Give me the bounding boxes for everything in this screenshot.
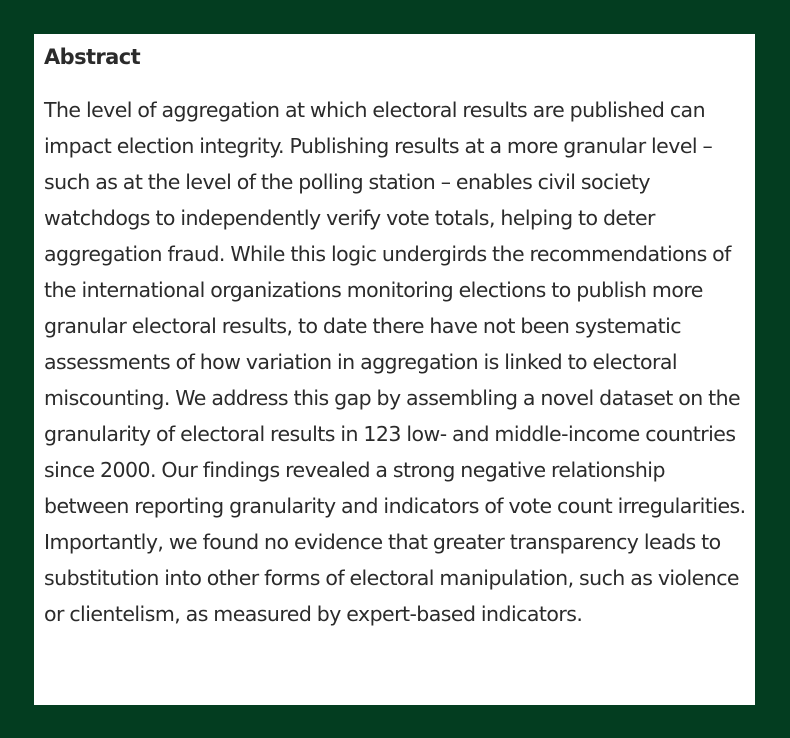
abstract-body: The level of aggregation at which electoral results are published can impact election integrity. Publishing results at a more granular level – such as at the level of the polling station – enables civil society watchdogs to independently verify vote totals, helping to deter aggregation fraud. While this logic undergirds the recommendations of the international organizations monitoring elections to publish more granular electoral results, to date there have not been systematic assessments of how variation in aggregation is linked to electoral miscounting. We address this gap by assembling a novel dataset on the granularity of electoral results in 123 low- and middle-income countries since 2000. Our findings revealed a strong negative relationship between reporting granularity and indicators of vote count irregularities. Importantly, we found no evidence that greater transparency leads to substitution into other forms of electoral manipulation, such as violence or clientelism, as measured by expert-based indicators. — [44, 98, 746, 626]
abstract-panel — [34, 34, 755, 705]
abstract-heading: Abstract — [44, 45, 141, 69]
